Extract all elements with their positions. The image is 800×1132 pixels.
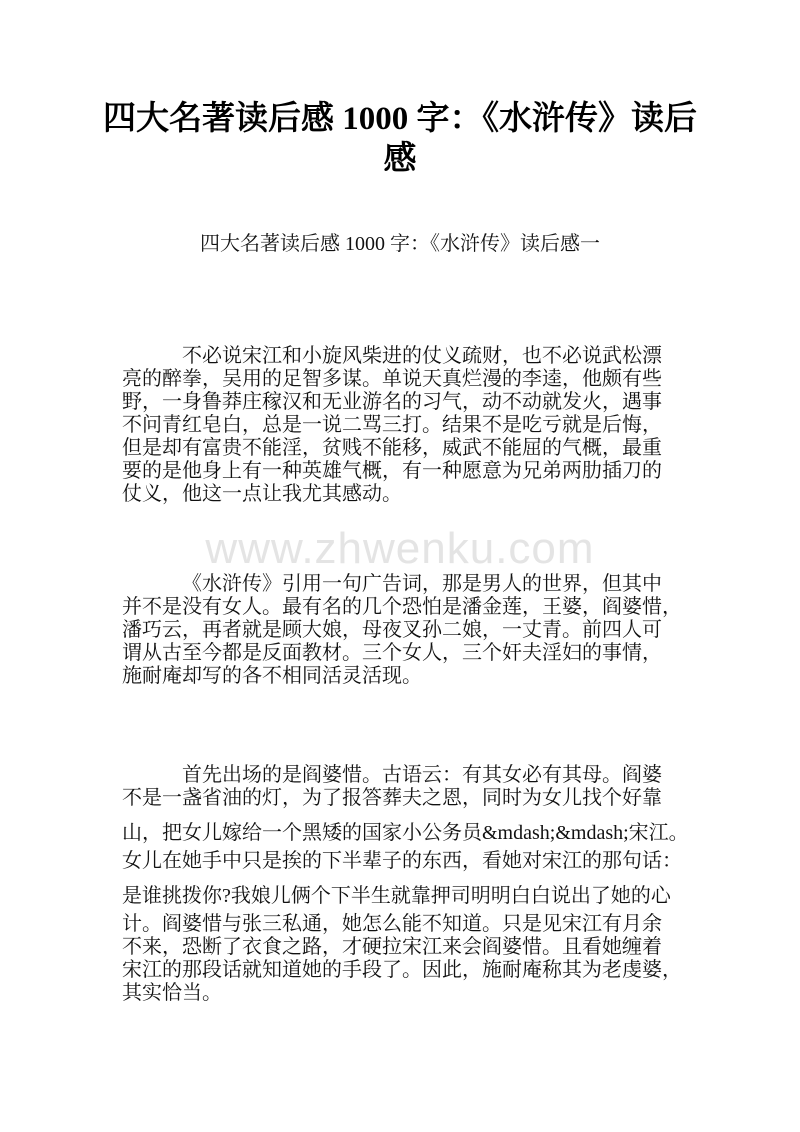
paragraph-line: 女儿在她手中只是挨的下半辈子的东西，看她对宋江的那句话： [122,850,682,872]
paragraph-line: 其实恰当。 [122,982,222,1004]
paragraph-line: 野，一身鲁莽庄稼汉和无业游名的习气，动不动就发火，遇事 [122,391,662,413]
paragraph-line: 潘巧云，再者就是顾大娘，母夜叉孙二娘，一丈青。前四人可 [122,619,662,641]
paragraph-line: 《水浒传》引用一句广告词，那是男人的世界，但其中 [182,573,662,595]
document-title-line-2: 感 [383,141,417,177]
paragraph-line: 要的是他身上有一种英雄气概，有一种愿意为兄弟两肋插刀的 [122,460,662,482]
paragraph-line: 不来，恐断了衣食之路，才硬拉宋江来会阎婆惜。且看她缠着 [122,936,662,958]
paragraph-line: 首先出场的是阎婆惜。古语云：有其女必有其母。阎婆 [182,764,662,786]
paragraph-line: 山，把女儿嫁给一个黑矮的国家小公务员&mdash;&mdash;宋江。 [122,822,689,844]
paragraph-line: 不必说宋江和小旋风柴进的仗义疏财，也不必说武松漂 [182,345,662,367]
paragraph-line: 但是却有富贵不能淫，贫贱不能移，威武不能屈的气概，最重 [122,437,662,459]
paragraph-line: 宋江的那段话就知道她的手段了。因此，施耐庵称其为老虔婆， [122,959,682,981]
paragraph-line: 谓从古至今都是反面教材。三个女人，三个奸夫淫妇的事情， [122,642,662,664]
paragraph-line: 施耐庵却写的各不相同活灵活现。 [122,665,422,687]
paragraph-line: 并不是没有女人。最有名的几个恐怕是潘金莲，王婆，阎婆惜， [122,596,682,618]
paragraph-line: 是谁挑拨你?我娘儿俩个下半生就靠押司明明白白说出了她的心 [122,885,671,907]
paragraph-line: 计。阎婆惜与张三私通，她怎么能不知道。只是见宋江有月余 [122,913,662,935]
watermark: www.zhwenku.com [205,524,595,573]
paragraph-line: 不问青红皂白，总是一说二骂三打。结果不是吃亏就是后悔， [122,414,662,436]
paragraph-line: 仗义，他这一点让我尤其感动。 [122,483,402,505]
section-heading: 四大名著读后感 1000 字：《水浒传》读后感一 [200,233,600,255]
document-title-line-1: 四大名著读后感 1000 字：《水浒传》读后 [103,101,697,137]
paragraph-line: 亮的醉拳，吴用的足智多谋。单说天真烂漫的李逵，他颇有些 [122,368,662,390]
paragraph-line: 不是一盏省油的灯，为了报答葬夫之恩，同时为女儿找个好靠 [122,787,662,809]
